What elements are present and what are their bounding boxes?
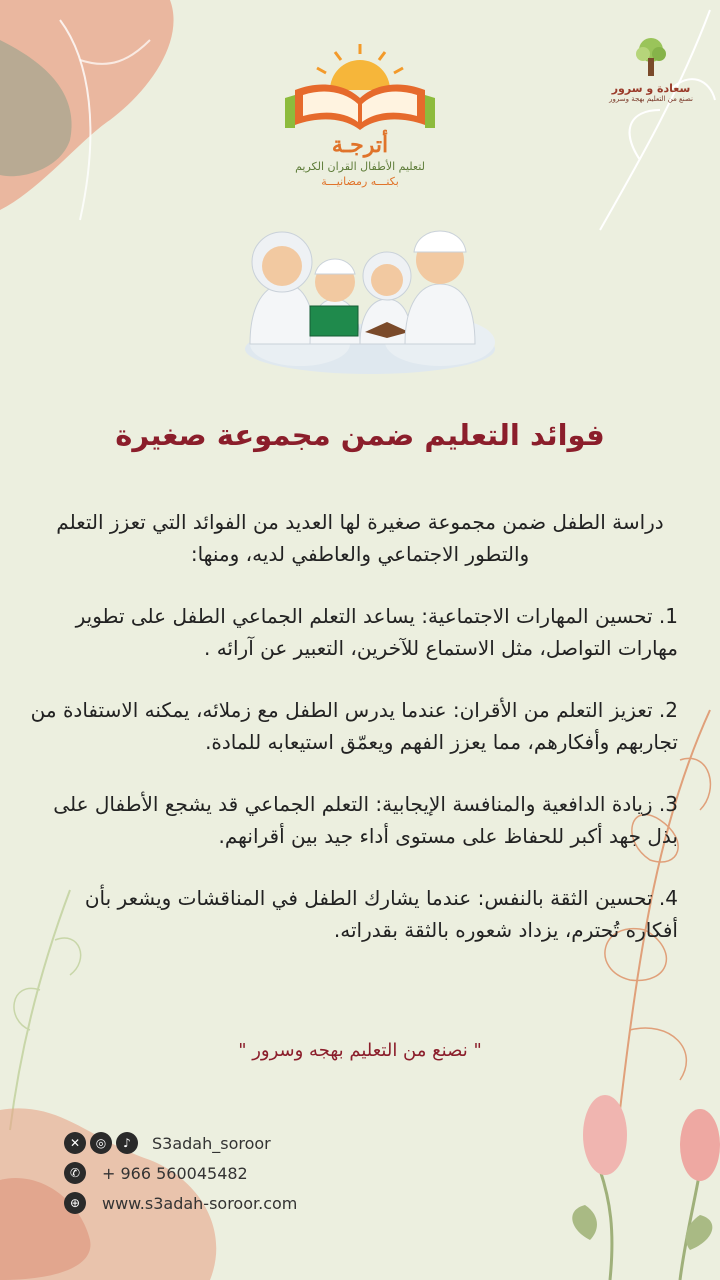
flowers-bottom-right	[570, 1090, 720, 1280]
brand-name: أترجـة	[331, 132, 389, 158]
website-link[interactable]: www.s3adah-soroor.com	[102, 1193, 298, 1213]
globe-icon: ⊕	[64, 1192, 86, 1214]
social-row	[64, 1128, 424, 1158]
phone-row	[64, 1158, 424, 1188]
brand-logo	[280, 40, 440, 188]
benefit-item-1: 1. تحسين المهارات الاجتماعية: يساعد التعلم الجماعي الطفل على تطوير مهارات التواصل، مثل الاستماع للآخرين، التعبير عن آرائه .	[75, 604, 678, 660]
tiktok-icon[interactable]: ♪	[116, 1132, 138, 1154]
x-icon[interactable]: ✕	[64, 1132, 86, 1154]
corner-logo-tagline: نصنع من التعليم بهجة وسرور	[609, 95, 693, 103]
page-title: فوائد التعليم ضمن مجموعة صغيرة	[115, 418, 605, 452]
intro-paragraph: دراسة الطفل ضمن مجموعة صغيرة لها العديد من الفوائد التي تعزز التعلم والتطور الاجتماعي والعاطفي لديه، ومنها:	[56, 510, 664, 566]
article-body	[30, 506, 690, 976]
instagram-icon[interactable]: ◎	[90, 1132, 112, 1154]
benefit-item-2: 2. تعزيز التعلم من الأقران: عندما يدرس الطفل مع زملائه، يمكنه الاستفادة من تجاربهم وأفكارهم، مما يعزز الفهم ويعمّق استيعابه للمادة.	[30, 698, 678, 754]
kids-reading-illustration	[240, 214, 500, 374]
slogan-quote: " نصنع من التعليم بهجه وسرور "	[238, 1040, 482, 1061]
benefit-item-4: 4. تحسين الثقة بالنفس: عندما يشارك الطفل في المناقشات ويشعر بأن أفكاره تُحترم، يزداد شعوره بالثقة بقدراته.	[84, 886, 678, 942]
tree-icon	[631, 36, 671, 78]
contact-block	[64, 1128, 424, 1218]
phone-icon: ✆	[64, 1162, 86, 1184]
benefit-item-3: 3. زيادة الدافعية والمنافسة الإيجابية: التعلم الجماعي قد يشجع الأطفال على بذل جهد أكبر للحفاظ على مستوى أداء جيد بين أقرانهم.	[53, 792, 678, 848]
book-sun-icon	[285, 40, 435, 130]
phone-number[interactable]: + 966 560045482	[102, 1163, 248, 1183]
website-row	[64, 1188, 424, 1218]
watercolor-top-left	[0, 0, 200, 240]
corner-logo	[596, 36, 706, 103]
brand-tagline-2: بكنـــه رمضانيـــة	[321, 175, 399, 188]
social-handle[interactable]: S3adah_soroor	[152, 1133, 271, 1153]
corner-logo-name: سعادة و سرور	[611, 82, 691, 95]
brand-tagline: لتعليم الأطفال القران الكريم	[295, 160, 425, 173]
